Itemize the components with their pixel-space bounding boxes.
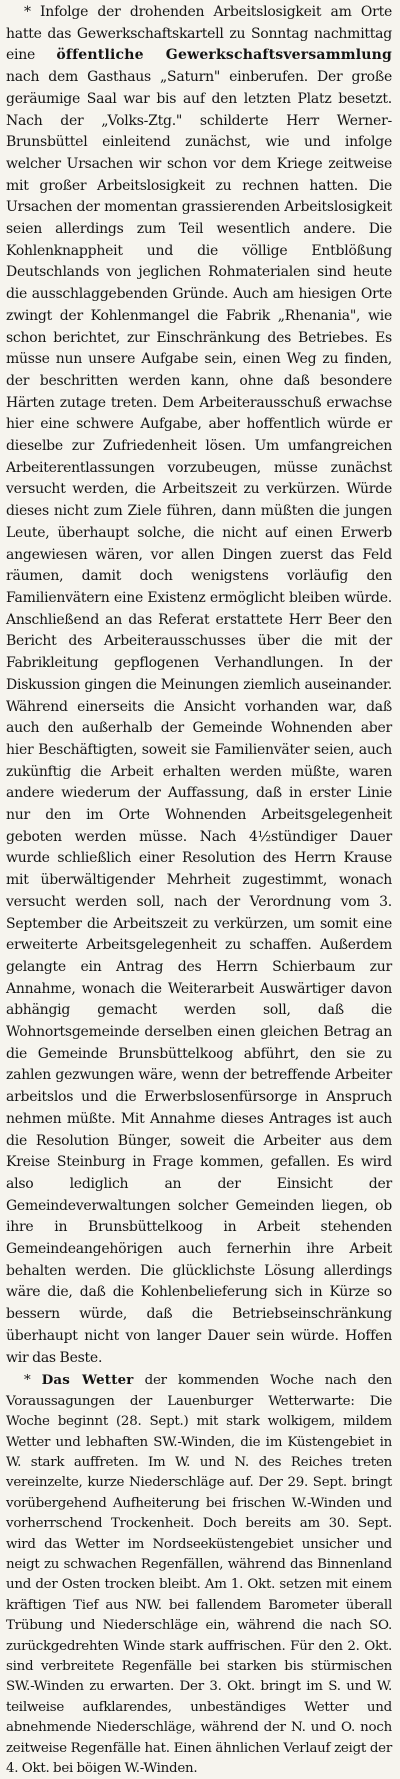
article-marker: * (24, 1373, 31, 1389)
article-headline-bold: Das Wetter (41, 1372, 134, 1389)
article-union-meeting (6, 2, 392, 1369)
article-body-text: der kommenden Woche nach den Voraussagungen der Lauenburger Wetterwarte: Die Woche beginnt (28. Sept.) mit stark wolkigem, mildem Wetter und lebhaften SW.-Winden, die im Küstengebiet in W. stark auffreten. Im W. und N. des Reiches treten vereinzelte, kurze Niederschläge auf. Der 29. Sept. bringt vorübergehend Aufheiterung bei frischen W.-Winden und vorherrschend Trockenheit. Doch bereits am 30. Sept. wird das Wetter im Nordseeküstengebiet unsicher und neigt zu schwachen Regenfällen, während das Binnenland und der Osten trocken bleibt. Am 1. Okt. setzen mit einem kräftigen Tief aus NW. bei fallendem Barometer überall Trübung und Niederschläge ein, während die nach SO. zurückgedrehten Winde stark auffrischen. Für den 2. Okt. sind verbreitete Regenfälle bei starken bis stürmischen SW.-Winden zu erwarten. Der 3. Okt. bringt im S. und W. teilweise aufklarendes, unbeständiges Wetter und abnehmende Niederschläge, während der N. und O. noch zeitweise Regenfälle hat. Einen ähnlichen Verlauf zeigt der 4. Okt. bei böigen W.-Winden. (6, 1373, 392, 1777)
article-body-text: nach dem Gasthaus „Saturn" einberufen. Der große geräumige Saal war bis auf den letzten Platz besetzt. Nach der „Volks-Ztg." schilderte Herr Werner-Brunsbüttel einleitend zunächst, wie und infolge welcher Ursachen wir schon vor dem Kriege zeitweise mit großer Arbeitslosigkeit zu rechnen hatten. Die Ursachen der momentan grassierenden Arbeitslosigkeit seien allerdings zum Teil wesentlich andere. Die Kohlenknappheit und die völlige Entblößung Deutschlands von jeglichen Rohmaterialen sind heute die ausschlaggebenden Gründe. Auch am hiesigen Orte zwingt der Kohlenmangel die Fabrik „Rhenania", wie schon berichtet, zur Einschränkung des Betriebes. Es müsse nun unsere Aufgabe sein, einen Weg zu finden, der beschritten werden kann, ohne daß besondere Härten zutage treten. Dem Arbeiterausschuß erwachse hier eine schwere Aufgabe, aber hoffentlich würde er dieselbe zur Zufriedenheit lösen. Um umfangreichen Arbeiterentlassungen vorzubeugen, müsse zunächst versucht werden, die Arbeitszeit zu verkürzen. Würde dieses nicht zum Ziele führen, dann müßten die jungen Leute, überhaupt solche, die nicht auf einen Erwerb angewiesen wären, vor allen Dingen zuerst das Feld räumen, damit doch wenigstens vorläufig den Familienvätern eine Existenz ermöglicht bleiben würde. Anschließend an das Referat erstattete Herr Beer den Bericht des Arbeiterausschusses über die mit der Fabrikleitung gepflogenen Verhandlungen. In der Diskussion gingen die Meinungen ziemlich auseinander. Während einerseits die Ansicht vorhanden war, daß auch den außerhalb der Gemeinde Wohnenden aber hier Beschäftigten, soweit sie Familienväter seien, auch zukünftig die Arbeit erhalten werden müßte, waren andere wiederum der Auffassung, daß in erster Linie nur den im Orte Wohnenden Arbeitsgelegenheit geboten werden müsse. Nach 4½stündiger Dauer wurde schließlich einer Resolution des Herrn Krause mit überwältigender Mehrheit zugestimmt, wonach versucht werden soll, nach der Verordnung vom 3. September die Arbeitszeit zu verkürzen, um somit eine erweiterte Arbeitsgelegenheit zu schaffen. Außerdem gelangte ein Antrag des Herrn Schierbaum zur Annahme, wonach die Weiterarbeit Auswärtiger davon abhängig gemacht werden soll, daß die Wohnortsgemeinde derselben einen gleichen Betrag an die Gemeinde Brunsbüttelkoog abführt, den sie zu zahlen gezwungen wäre, wenn der betreffende Arbeiter arbeitslos und die Erwerbslosenfürsorge in Anspruch nehmen müßte. Mit Annahme dieses Antrages ist auch die Resolution Bünger, soweit die Arbeiter aus dem Kreise Steinburg in Frage kommen, gefallen. Es wird also lediglich an der Einsicht der Gemeindeverwaltungen solcher Gemeinden liegen, ob ihre in Brunsbüttelkoog in Arbeit stehenden Gemeindeangehörigen auch fernerhin ihre Arbeit behalten werden. Die glücklichste Lösung allerdings wäre die, daß die Kohlenbelieferung sich in Kürze so bessern würde, daß die Betriebseinschränkung überhaupt nicht von langer Dauer sein würde. Hoffen wir das Beste. (6, 69, 392, 1366)
article-weather-forecast (6, 1370, 392, 1779)
article-headline-bold: öffentliche Gewerkschaftsversammlung (56, 47, 392, 64)
newspaper-clipping (6, 2, 392, 1777)
article-text-intro: Infolge der drohenden Arbeitslosigkeit am Orte hatte das Gewerkschaftskartell zu Sonntag nachmittag eine (6, 4, 392, 64)
article-paragraph (6, 2, 392, 1369)
article-marker: * (24, 4, 31, 20)
article-paragraph (6, 1370, 392, 1779)
